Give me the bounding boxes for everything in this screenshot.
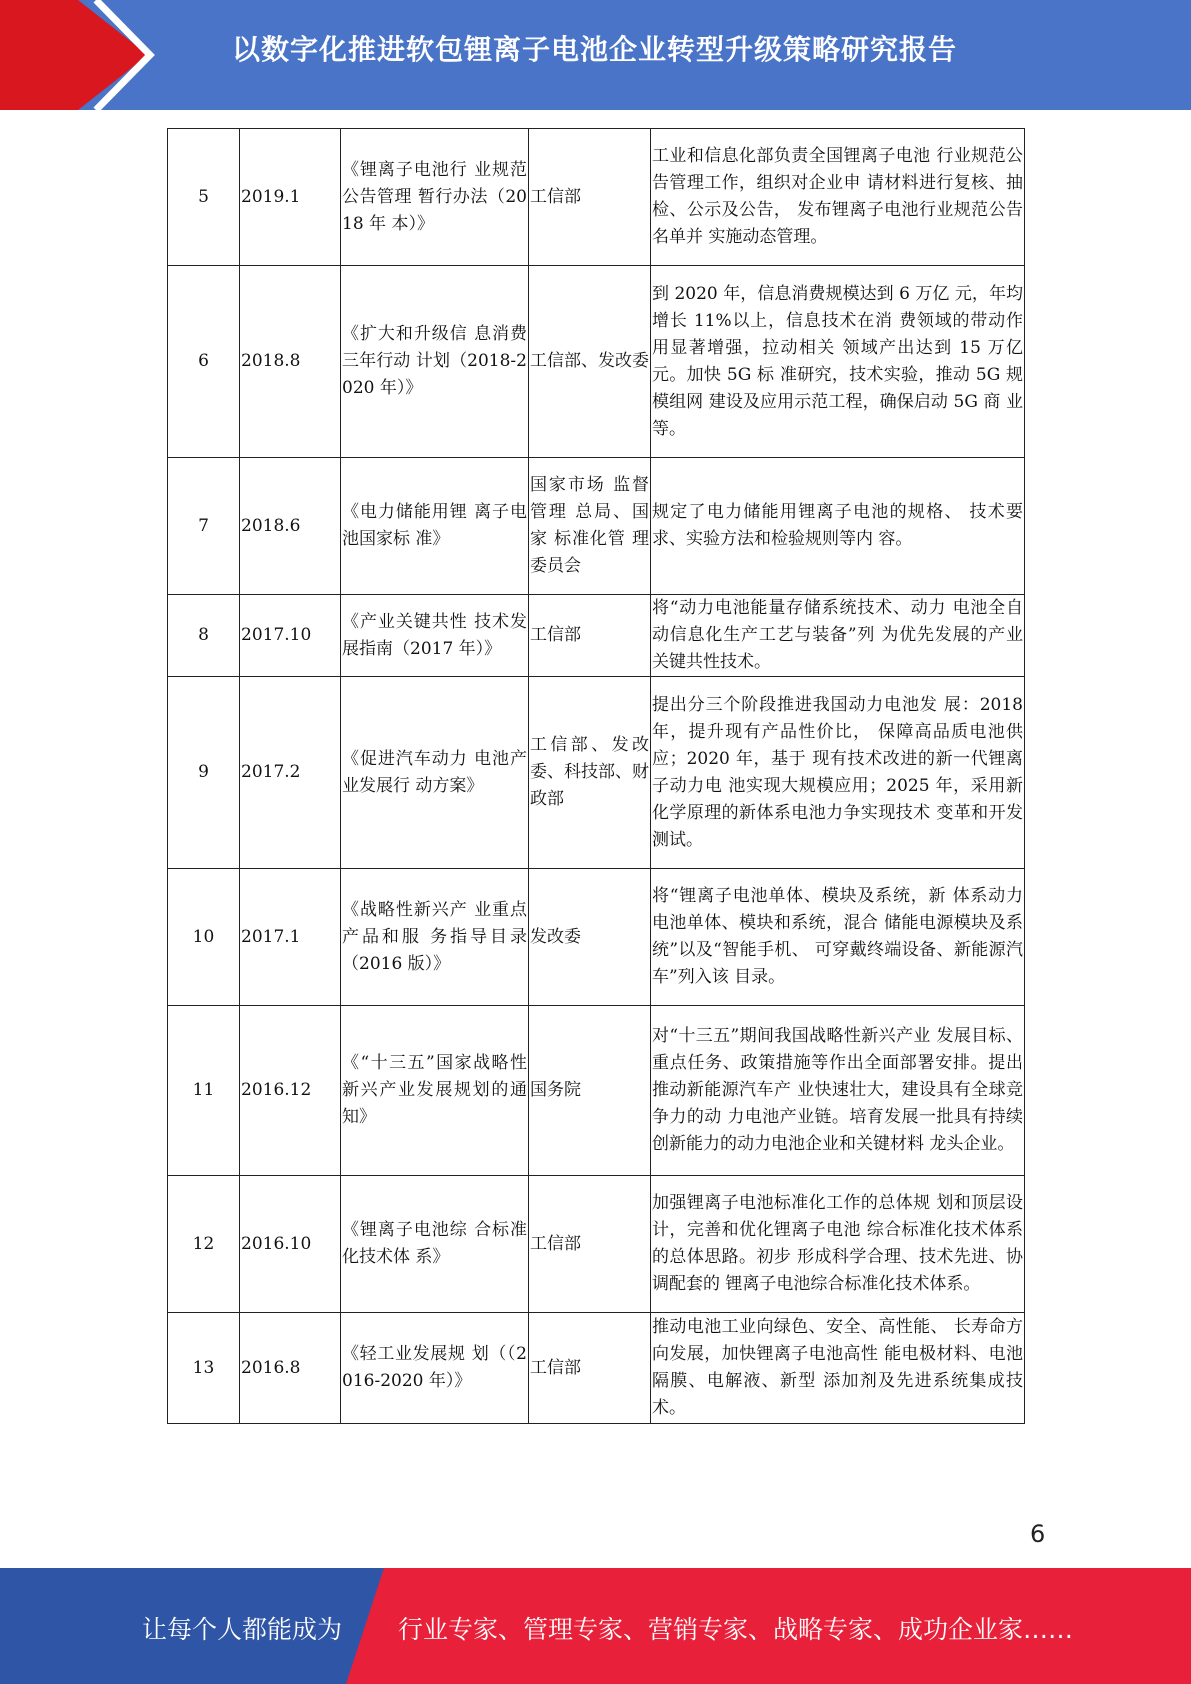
footer-banner xyxy=(0,1568,1191,1684)
row-description: 加强锂离子电池标准化工作的总体规 划和顶层设计，完善和优化锂离子电池 综合标准化技术体系的总体思路。初步 形成科学合理、技术先进、协调配套的 锂离子电池综合标准化技术体系。 xyxy=(651,1176,1025,1313)
row-number: 10 xyxy=(168,869,240,1006)
row-department: 国务院 xyxy=(529,1006,651,1176)
row-department: 工信部、发改委、科技部、财政部 xyxy=(529,677,651,869)
table-row xyxy=(168,1313,1025,1424)
table-row xyxy=(168,129,1025,266)
row-number: 6 xyxy=(168,266,240,458)
row-date: 2019.1 xyxy=(240,129,341,266)
row-number: 8 xyxy=(168,595,240,677)
table-row xyxy=(168,266,1025,458)
table-row xyxy=(168,458,1025,595)
row-date: 2017.10 xyxy=(240,595,341,677)
footer-slogan-left: 让每个人都能成为 xyxy=(142,1615,343,1644)
row-date: 2017.1 xyxy=(240,869,341,1006)
row-department: 国家市场 监督管理 总局、国家 标准化管 理委员会 xyxy=(529,458,651,595)
row-department: 发改委 xyxy=(529,869,651,1006)
row-number: 12 xyxy=(168,1176,240,1313)
row-department: 工信部 xyxy=(529,129,651,266)
row-date: 2018.6 xyxy=(240,458,341,595)
header-red-chevron xyxy=(0,0,148,110)
table-row xyxy=(168,1176,1025,1313)
row-policy-name: 《促进汽车动力 电池产业发展行 动方案》 xyxy=(341,677,529,869)
row-description: 推动电池工业向绿色、安全、高性能、 长寿命方向发展，加快锂离子电池高性 能电极材料、电池隔膜、电解液、新型 添加剂及先进系统集成技术。 xyxy=(651,1313,1025,1424)
report-title: 以数字化推进软包锂离子电池企业转型升级策略研究报告 xyxy=(232,33,958,66)
row-description: 将“锂离子电池单体、模块及系统，新 体系动力电池单体、模块和系统，混合 储能电源模块及系统”以及“智能手机、 可穿戴终端设备、新能源汽车”列入该 目录。 xyxy=(651,869,1025,1006)
row-department: 工信部 xyxy=(529,1176,651,1313)
row-number: 11 xyxy=(168,1006,240,1176)
row-number: 9 xyxy=(168,677,240,869)
policy-table xyxy=(167,128,1025,1424)
table-row xyxy=(168,1006,1025,1176)
header-banner xyxy=(0,0,1191,110)
table-row xyxy=(168,595,1025,677)
table-row xyxy=(168,677,1025,869)
row-description: 工业和信息化部负责全国锂离子电池 行业规范公告管理工作，组织对企业申 请材料进行复核、抽检、公示及公告， 发布锂离子电池行业规范公告名单并 实施动态管理。 xyxy=(651,129,1025,266)
row-policy-name: 《战略性新兴产 业重点产品和服 务指导目录（2016 版）》 xyxy=(341,869,529,1006)
row-department: 工信部 xyxy=(529,1313,651,1424)
row-department: 工信部、发改委 xyxy=(529,266,651,458)
row-description: 规定了电力储能用锂离子电池的规格、 技术要求、实验方法和检验规则等内 容。 xyxy=(651,458,1025,595)
row-date: 2016.8 xyxy=(240,1313,341,1424)
row-policy-name: 《扩大和升级信 息消费三年行动 计划（2018-2020 年）》 xyxy=(341,266,529,458)
row-date: 2018.8 xyxy=(240,266,341,458)
row-description: 到 2020 年，信息消费规模达到 6 万亿 元，年均增长 11%以上，信息技术在消 费领域的带动作用显著增强，拉动相关 领域产出达到 15 万亿元。加快 5G 标 准研究，技术实验，推动 5G 规模组网 建设及应用示范工程，确保启动 5G 商 业等。 xyxy=(651,266,1025,458)
row-policy-name: 《“十三五”国家战略性新兴产业发展规划的通知》 xyxy=(341,1006,529,1176)
row-department: 工信部 xyxy=(529,595,651,677)
row-date: 2016.10 xyxy=(240,1176,341,1313)
row-policy-name: 《电力储能用锂 离子电池国家标 准》 xyxy=(341,458,529,595)
row-number: 5 xyxy=(168,129,240,266)
row-description: 将“动力电池能量存储系统技术、动力 电池全自动信息化生产工艺与装备”列 为优先发展的产业关键共性技术。 xyxy=(651,595,1025,677)
row-description: 提出分三个阶段推进我国动力电池发 展：2018 年，提升现有产品性价比， 保障高品质电池供应；2020 年，基于 现有技术改进的新一代锂离子动力电 池实现大规模应用；2025 年，采用新 化学原理的新体系电池力争实现技术 变革和开发测试。 xyxy=(651,677,1025,869)
footer-slogan-right: 行业专家、管理专家、营销专家、战略专家、成功企业家…… xyxy=(398,1615,1074,1644)
row-policy-name: 《锂离子电池综 合标准化技术体 系》 xyxy=(341,1176,529,1313)
row-policy-name: 《产业关键共性 技术发展指南（2017 年）》 xyxy=(341,595,529,677)
table-row xyxy=(168,869,1025,1006)
row-date: 2016.12 xyxy=(240,1006,341,1176)
row-date: 2017.2 xyxy=(240,677,341,869)
row-policy-name: 《轻工业发展规 划（（2016-2020 年）》 xyxy=(341,1313,529,1424)
row-number: 7 xyxy=(168,458,240,595)
row-number: 13 xyxy=(168,1313,240,1424)
row-description: 对“十三五”期间我国战略性新兴产业 发展目标、重点任务、政策措施等作出全面部署安排。提出推动新能源汽车产 业快速壮大，建设具有全球竞争力的动 力电池产业链。培育发展一批具有持续 创新能力的动力电池企业和关键材料 龙头企业。 xyxy=(651,1006,1025,1176)
row-policy-name: 《锂离子电池行 业规范公告管理 暂行办法（2018 年 本）》 xyxy=(341,129,529,266)
page-number: 6 xyxy=(1030,1520,1046,1548)
